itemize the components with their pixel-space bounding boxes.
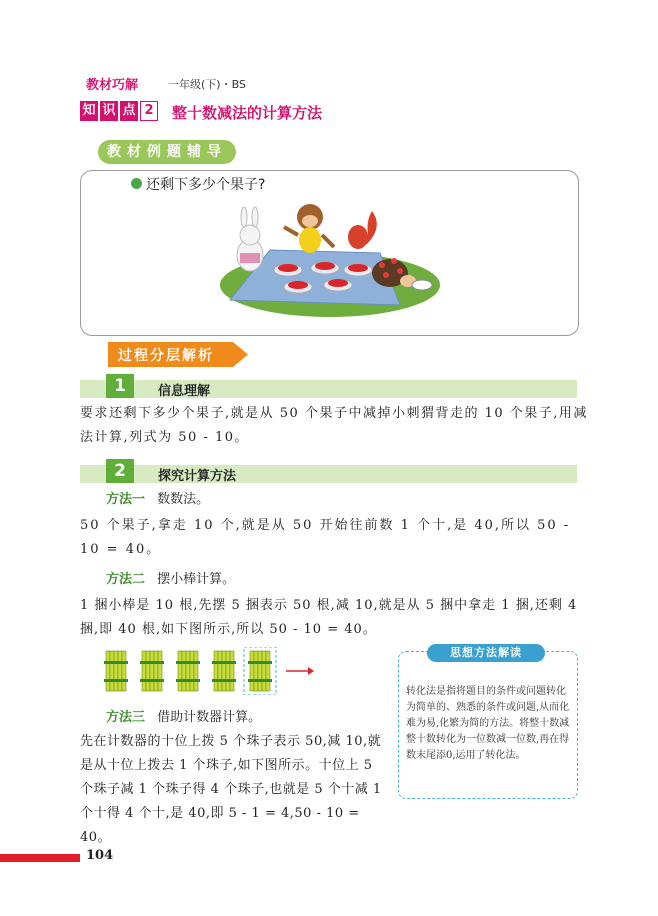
kp-number: 2 xyxy=(140,101,158,121)
footer-bar xyxy=(0,854,80,862)
kp-char: 知 xyxy=(80,101,98,121)
grade-label: 一年级(下)・BS xyxy=(168,78,246,91)
section-bar xyxy=(80,380,577,398)
section-text: 要求还剩下多少个果子,就是从 50 个果子中减掉小刺猬背走的 10 个果子,用减法计算,列式为 50 - 10。 xyxy=(80,406,588,445)
method-label: 方法二 xyxy=(106,572,146,587)
knowledge-point-tag xyxy=(80,101,160,123)
section-title: 信息理解 xyxy=(158,384,211,399)
method-name: 摆小棒计算。 xyxy=(157,572,236,587)
method-text: 50 个果子,拿走 10 个,就是从 50 开始往前数 1 个十,是 40,所以 50 - 10 = 40。 xyxy=(80,518,571,557)
example-badge: 教材例题辅导 xyxy=(98,140,236,164)
method-heading xyxy=(106,706,261,725)
method-label: 方法三 xyxy=(106,710,146,725)
method-heading xyxy=(106,568,235,587)
page-number: 104 xyxy=(86,848,114,863)
kp-char: 识 xyxy=(100,101,118,121)
method-name: 借助计数器计算。 xyxy=(157,710,262,725)
picnic-illustration xyxy=(210,195,450,330)
process-banner: 过程分层解析 xyxy=(118,348,214,364)
method-name: 数数法。 xyxy=(157,492,210,507)
method-label: 方法一 xyxy=(106,492,146,507)
section-title: 整十数减法的计算方法 xyxy=(172,104,323,122)
book-title: 教材巧解 xyxy=(86,78,139,93)
section-number: 1 xyxy=(106,374,134,398)
section-number: 2 xyxy=(106,459,134,483)
stick-bundles xyxy=(104,647,314,695)
method-text: 先在计数器的十位上拨 5 个珠子表示 50,减 10,就是从十位上拨去 1 个珠子,如下图所示。十位上 5 个珠子减 1 个珠子得 4 个珠子,也就是 5 个十减 1 个十得 4 个十,是 40,即 5 - 1 = 4,50 - 10 = 40。 xyxy=(80,734,382,845)
example-question: 还剩下多少个果子? xyxy=(146,177,266,193)
tip-title: 思想方法解读 xyxy=(427,644,545,662)
rabbit xyxy=(237,207,263,271)
tip-text: 转化法是指将题目的条件或问题转化为简单的、熟悉的条件或问题,从而化难为易,化繁为简的方法。将整十数减整十数转化为一位数减一位数,再在得数末尾添0,运用了转化法。 xyxy=(406,686,570,761)
section-title: 探究计算方法 xyxy=(158,469,237,484)
bullet-icon xyxy=(131,178,142,189)
monkey xyxy=(284,204,334,253)
kp-char: 点 xyxy=(120,101,138,121)
squirrel xyxy=(348,211,377,249)
method-text: 1 捆小棒是 10 根,先摆 5 捆表示 50 根,减 10,就是从 5 捆中拿走 1 捆,还剩 4 捆,即 40 根,如下图所示,所以 50 - 10 = 40。 xyxy=(80,598,578,637)
section-bar xyxy=(80,465,577,483)
method-heading xyxy=(106,488,209,507)
